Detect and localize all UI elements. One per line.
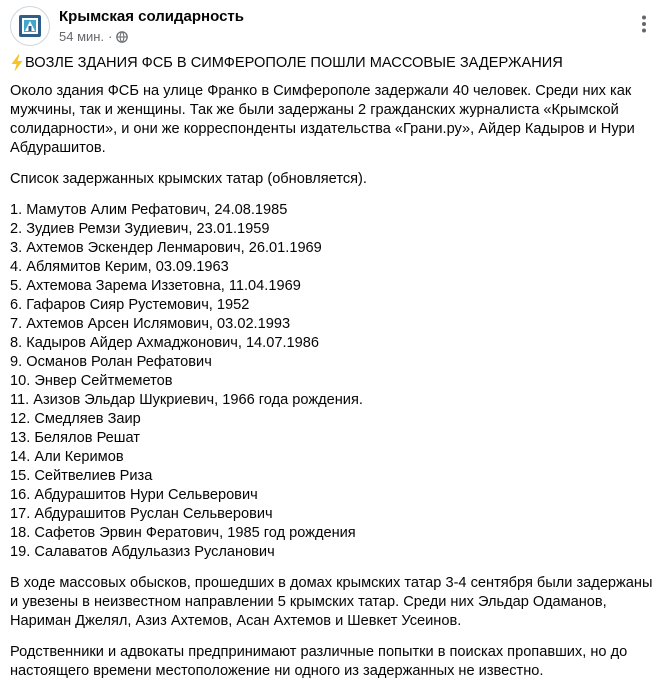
post-time[interactable]: 54 мин. (59, 29, 105, 44)
list-item: 7. Ахтемов Арсен Ислямович, 03.02.1993 (10, 316, 291, 332)
headline-text: ВОЗЛЕ ЗДАНИЯ ФСБ В СИМФЕРОПОЛЕ ПОШЛИ МАССОВЫЕ ЗАДЕРЖАНИЯ (25, 55, 563, 71)
more-options-icon (642, 15, 646, 33)
list-item: 1. Мамутов Алим Рефатович, 24.08.1985 (10, 202, 288, 218)
post-paragraph-1: Около здания ФСБ на улице Франко в Симферополе задержали 40 человек. Среди них как мужчины, так и женщины. Так же были задержаны 2 гражданских журналиста «Крымской солидарности», и они же корреспонденты издательства «Грани.ру», Айдер Кадыров и Нури Абдурашитов. (10, 83, 635, 156)
more-options-button[interactable] (630, 10, 658, 38)
page-name-link[interactable]: Крымская солидарность (59, 8, 244, 25)
list-item: 17. Абдурашитов Руслан Сельверович (10, 506, 273, 522)
post-body (10, 54, 658, 693)
post-meta (59, 29, 128, 44)
crimean-solidarity-logo-icon (11, 7, 49, 45)
detainees-list (10, 201, 658, 562)
list-intro: Список задержанных крымских татар (обновляется). (10, 171, 367, 187)
list-item: 10. Энвер Сейтмеметов (10, 373, 173, 389)
list-item: 8. Кадыров Айдер Ахмаджонович, 14.07.1986 (10, 335, 319, 351)
post-headline (10, 54, 658, 73)
list-item: 4. Аблямитов Керим, 03.09.1963 (10, 259, 229, 275)
post-paragraph-3: Родственники и адвокаты предпринимают различные попытки в поисках пропавших, но до настоящего времени местоположение ни одного из задержанных не известно. (10, 644, 628, 679)
list-item: 13. Белялов Решат (10, 430, 140, 446)
lightning-bolt-icon (10, 54, 24, 72)
list-item: 6. Гафаров Сияр Рустемович, 1952 (10, 297, 250, 313)
avatar[interactable] (10, 6, 50, 46)
list-item: 18. Сафетов Эрвин Фератович, 1985 год рождения (10, 525, 356, 541)
list-item: 19. Салаватов Абдульазиз Русланович (10, 544, 275, 560)
list-item: 16. Абдурашитов Нури Сельверович (10, 487, 258, 503)
list-item: 9. Османов Ролан Рефатович (10, 354, 212, 370)
meta-separator: · (108, 29, 113, 44)
list-item: 15. Сейтвелиев Риза (10, 468, 153, 484)
list-item: 2. Зудиев Ремзи Зудиевич, 23.01.1959 (10, 221, 270, 237)
list-item: 11. Азизов Эльдар Шукриевич, 1966 года рождения. (10, 392, 363, 408)
post-paragraph-2: В ходе массовых обысков, прошедших в домах крымских татар 3-4 сентября были задержаны и увезены в неизвестном направлении 5 крымских татар. Среди них Эльдар Одаманов, Нариман Джелял, Азиз Ахтемов, Асан Ахтемов и Шевкет Усеинов. (10, 575, 653, 629)
post-header (10, 6, 658, 48)
list-item: 12. Смедляев Заир (10, 411, 141, 427)
list-item: 14. Али Керимов (10, 449, 124, 465)
list-item: 3. Ахтемов Эскендер Ленмарович, 26.01.1969 (10, 240, 322, 256)
list-item: 5. Ахтемова Зарема Иззетовна, 11.04.1969 (10, 278, 301, 294)
globe-icon[interactable] (116, 31, 128, 43)
